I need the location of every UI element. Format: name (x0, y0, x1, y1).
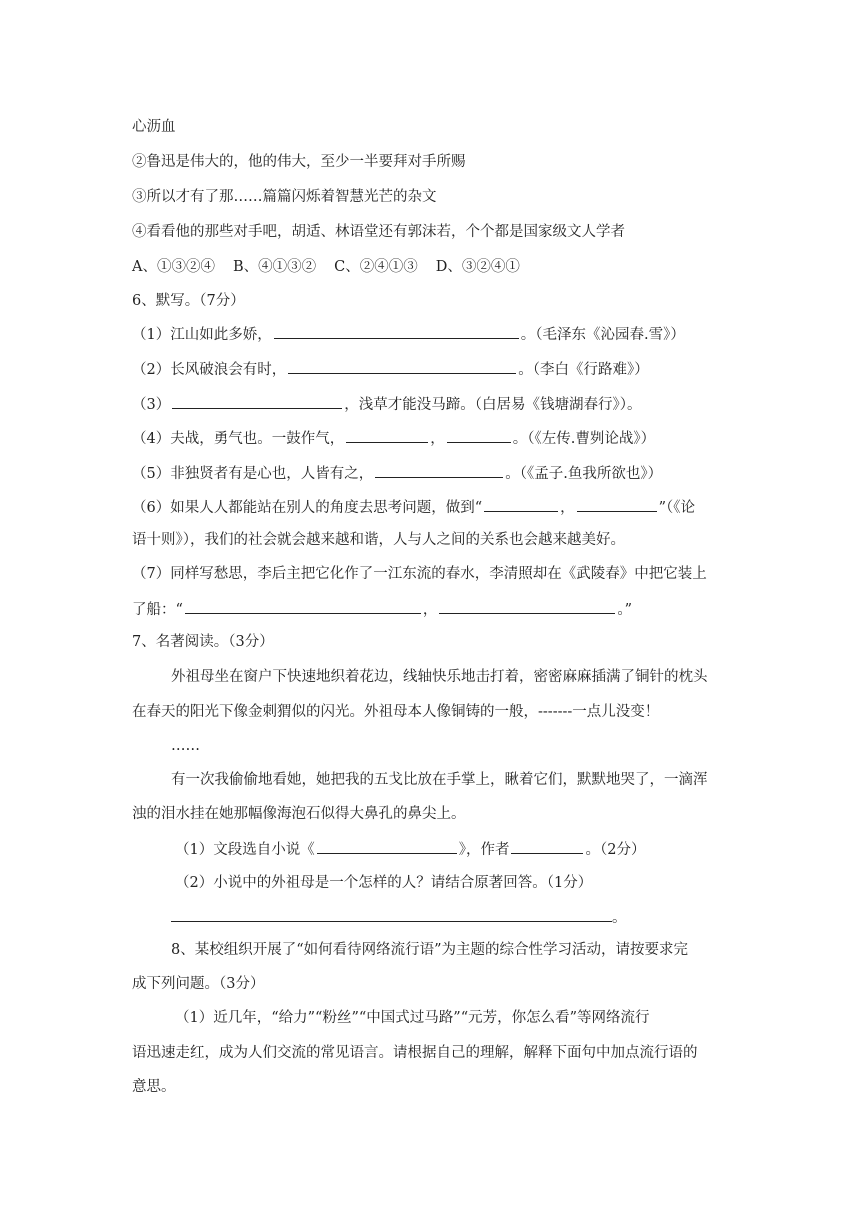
q5-option-d: D、③②④① (435, 259, 520, 275)
q7-sub1-mid: 》，作者 (458, 842, 510, 858)
q5-fragment: 心沥血 (132, 119, 176, 135)
q7-sub2-answer-blank[interactable] (171, 906, 612, 922)
q6-item-7-blank-2[interactable] (439, 598, 615, 614)
q6-item-1-suffix: 。（毛泽东《沁园春.雪》） (520, 327, 685, 343)
q7-author-blank[interactable] (511, 838, 583, 854)
q7-sub2-answer-line (171, 906, 627, 928)
q6-item-6-prefix: （6）如果人人都能站在别人的角度去思考问题，做到“ (132, 500, 483, 516)
q6-item-6-line-2: 语十则》），我们的社会就会越来越和谐，人与人之间的关系也会越来越美好。 (132, 532, 625, 548)
q6-item-6-blank-2[interactable] (577, 496, 657, 512)
q5-option-a: A、①③②④ (132, 259, 215, 275)
q7-title: 7、名著阅读。（3分） (132, 634, 274, 650)
q6-item-3 (132, 393, 641, 415)
q5-options (132, 257, 520, 277)
q6-item-2-prefix: （2）长风破浪会有时， (132, 362, 287, 378)
q6-item-5 (132, 462, 662, 484)
q7-sub1-prefix: （1）文段选自小说《 (175, 842, 315, 858)
q6-item-4-suffix: 。（《左传.曹刿论战》） (512, 431, 656, 447)
q7-passage-2-line-1: 有一次我偷偷地看她，她把我的五戈比放在手掌上，瞅着它们，默默地哭了，一滴浑 (171, 772, 708, 788)
q7-novel-title-blank[interactable] (317, 838, 457, 854)
q6-item-4-blank-2[interactable] (447, 427, 511, 443)
q6-item-3-blank[interactable] (172, 393, 342, 409)
q6-item-6-suffix: ”（《论 (658, 500, 696, 516)
q8-sub1-line-2: 语迅速走红，成为人们交流的常见语言。请根据自己的理解，解释下面句中加点流行语的 (132, 1045, 698, 1061)
q6-item-6 (132, 496, 695, 518)
q6-item-5-prefix: （5）非独贤者有是心也，人皆有之， (132, 466, 374, 482)
q6-item-1 (132, 323, 685, 345)
q7-sub1-suffix: 。（2分） (585, 842, 646, 858)
q5-sentence-4: ④看看他的那些对手吧，胡适、林语堂还有郭沫若，个个都是国家级文人学者 (132, 224, 625, 240)
q6-item-1-prefix: （1）江山如此多娇， (132, 327, 272, 343)
q6-item-4-blank-1[interactable] (346, 427, 428, 443)
q6-item-7-prefix: 了船：“ (132, 602, 183, 618)
q6-item-5-suffix: 。（《孟子.鱼我所欲也》） (505, 466, 663, 482)
q6-item-2 (132, 358, 649, 380)
q6-item-5-blank[interactable] (375, 462, 503, 478)
q6-item-7-blank-1[interactable] (185, 598, 421, 614)
q5-sentence-3: ③所以才有了那……篇篇闪烁着智慧光芒的杂文 (132, 189, 437, 205)
q5-option-b: B、④①③② (232, 259, 317, 275)
q8-sub1-line-1: （1）近几年，“给力”“粉丝”“中国式过马路”“元芳，你怎么看”等网络流行 (175, 1010, 650, 1026)
q5-sentence-2: ②鲁迅是伟大的，他的伟大，至少一半要拜对手所赐 (132, 154, 466, 170)
q6-item-7-line-2 (132, 598, 632, 620)
q6-item-7-line-1: （7）同样写愁思，李后主把它化作了一江东流的春水，李清照却在《武陵春》中把它装上 (132, 566, 707, 582)
q8-line-1: 8、某校组织开展了“如何看待网络流行语”为主题的综合性学习活动，请按要求完 (171, 942, 689, 958)
q7-subquestion-2: （2）小说中的外祖母是一个怎样的人？请结合原著回答。（1分） (175, 875, 593, 891)
q8-line-2: 成下列问题。（3分） (132, 976, 265, 992)
q6-item-4-sep: ， (430, 431, 445, 447)
q6-item-2-suffix: 。（李白《行路难》） (518, 362, 649, 378)
q7-passage-1-line-2: 在春天的阳光下像金刺猬似的闪光。外祖母本人像铜铸的一般，-------一点儿没变！ (132, 704, 660, 720)
q8-sub1-line-3: 意思。 (132, 1079, 176, 1095)
q6-item-6-blank-1[interactable] (484, 496, 558, 512)
q5-option-c: C、②④①③ (334, 259, 418, 275)
q6-item-2-blank[interactable] (288, 358, 516, 374)
q6-item-6-sep: ， (560, 500, 575, 516)
q7-subquestion-1 (175, 838, 645, 860)
q6-item-3-suffix: ，浅草才能没马蹄。（白居易《钱塘湖春行》）。 (344, 397, 642, 413)
q6-item-7-suffix: 。” (617, 602, 633, 618)
q6-item-3-prefix: （3） (132, 397, 171, 413)
q6-item-4-prefix: （4）夫战，勇气也。一鼓作气， (132, 431, 345, 447)
q6-item-7-sep: ， (422, 602, 438, 618)
q7-sub2-end: 。 (612, 910, 627, 926)
q7-passage-1-line-1: 外祖母坐在窗户下快速地织着花边，线轴快乐地击打着，密密麻麻插满了铜针的枕头 (171, 669, 708, 685)
q7-ellipsis: …… (171, 738, 200, 754)
q6-item-4 (132, 427, 655, 449)
q6-title: 6、默写。（7分） (132, 293, 245, 309)
q6-item-1-blank[interactable] (274, 323, 519, 339)
q7-passage-2-line-2: 浊的泪水挂在她那幅像海泡石似得大鼻孔的鼻尖上。 (132, 806, 466, 822)
